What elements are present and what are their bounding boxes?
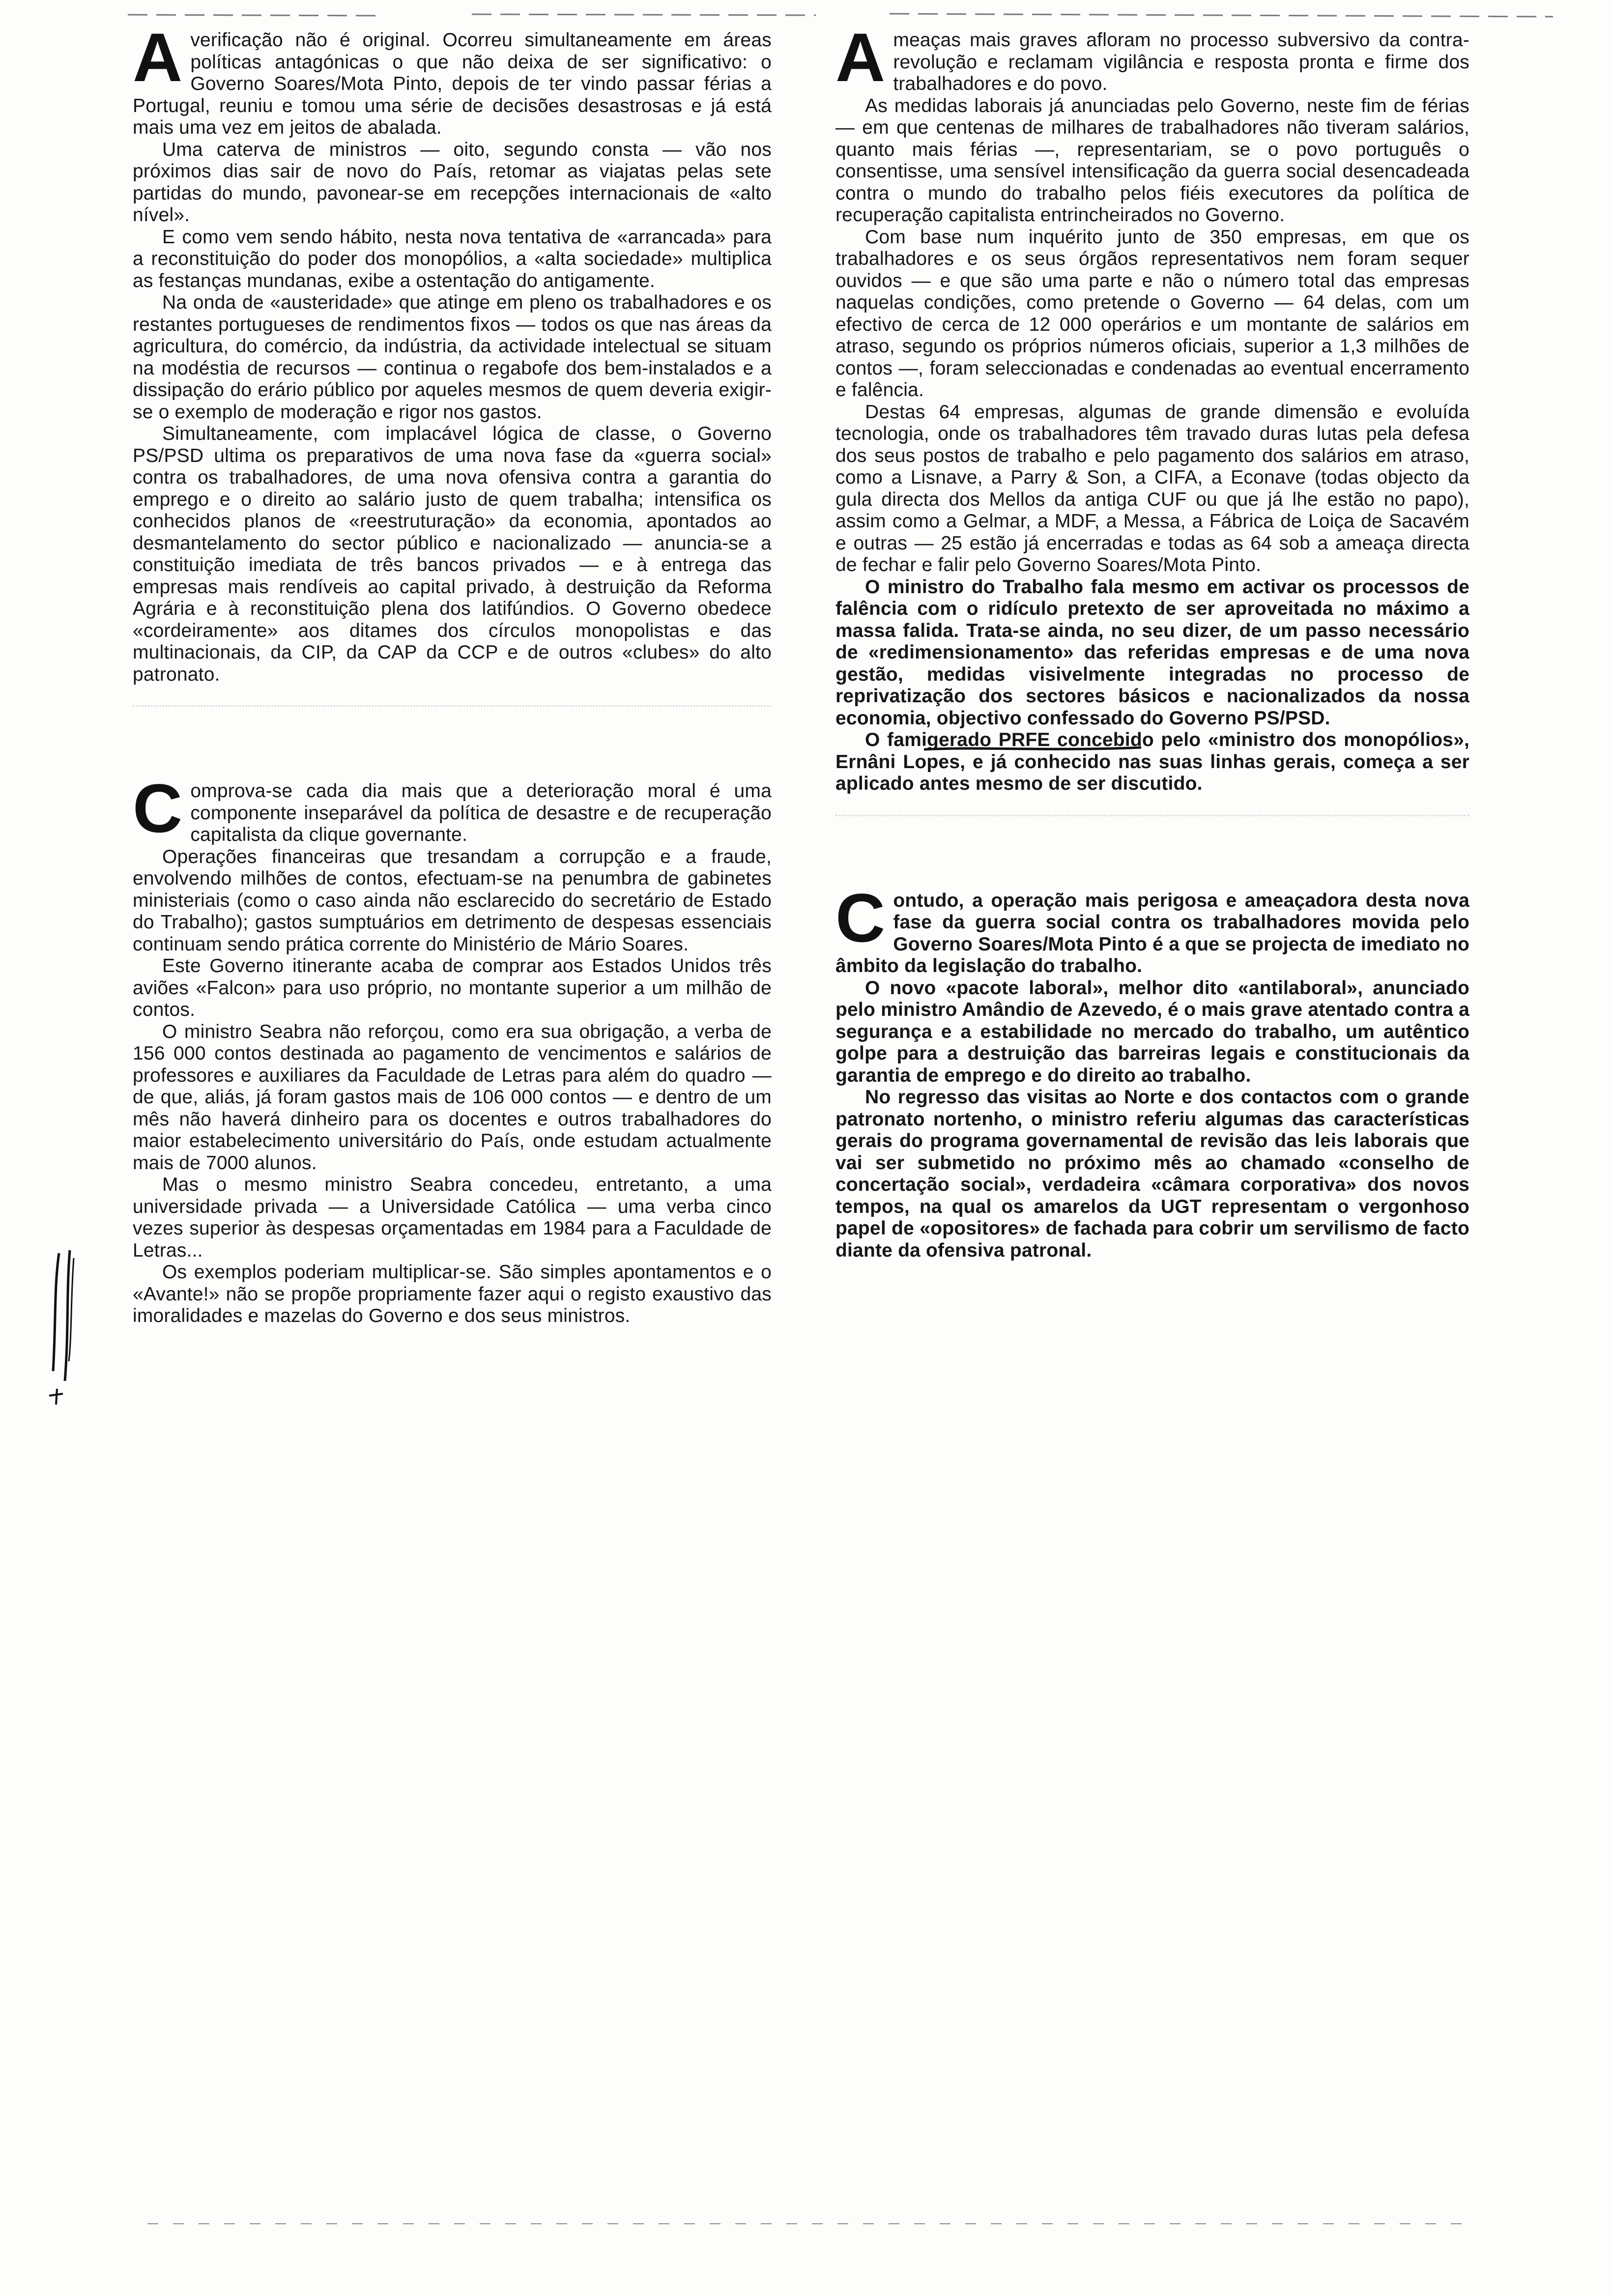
paragraph: E como vem sendo hábito, nesta nova tentativa de «arrancada» para a reconstituição do poder dos monopólios, a «alta sociedade» multiplica as festanças mundanas, exibe a ostentação do antigamente. — [133, 226, 772, 291]
paragraph-text: verificação não é original. Ocorreu simultaneamente em áreas políticas antagónicas o que não deixa de ser significativo: o Governo Soares/Mota Pinto, depois de ter vindo passar férias a Portugal, reuniu e tomou uma série de decisões desastrosas e já está mais uma vez em jeitos de abalada. — [133, 29, 772, 138]
paragraph: No regresso das visitas ao Norte e dos contactos com o grande patronato nortenho, o ministro referiu algumas das características gerais do programa governamental de revisão das leis laborais que vai ser submetido no próximo mês ao chamado «conselho de concertação social», verdadeira «câmara corporativa» dos novos tempos, na qual os amarelos da UGT representam o vergonhoso papel de «opositores» de fachada para cobrir um servilismo de facto diante da ofensiva patronal. — [835, 1087, 1469, 1261]
paragraph-text: meaças mais graves afloram no processo subversivo da contra-revolução e reclamam vigilância e resposta pronta e firme dos trabalhadores e do povo. — [893, 29, 1469, 94]
paragraph: O novo «pacote laboral», melhor dito «antilaboral», anunciado pelo ministro Amândio de Azevedo, é o mais grave atentado contra a segurança e a estabilidade no mercado do trabalho, um autêntico golpe para a destruição das barreiras legais e constitucionais da garantia de emprego e do direito ao trabalho. — [835, 977, 1469, 1086]
paragraph-text: omprova-se cada dia mais que a deterioração moral é uma componente inseparável da política de desastre e de recuperação capitalista da clique governante. — [190, 780, 772, 845]
paragraph: As medidas laborais já anunciadas pelo Governo, neste fim de férias — em que centenas de milhares de trabalhadores não tiveram salários, quanto mais férias —, representariam, se o povo português o consentisse, uma sensível intensificação da guerra social desencadeada contra o mundo do trabalho pelos fiéis executores da política de recuperação capitalista entrincheirados no Governo. — [835, 95, 1469, 226]
paragraph: Na onda de «austeridade» que atinge em pleno os trabalhadores e os restantes portugueses de rendimentos fixos — todos os que nas áreas da agricultura, do comércio, da indústria, da actividade intelectual se situam na modéstia de recursos — continua o regabofe dos bem-instalados e a dissipação do erário público por aqueles mesmos de quem deveria exigir-se o exemplo de moderação e rigor nos gastos. — [133, 292, 772, 423]
paragraph: Mas o mesmo ministro Seabra concedeu, entretanto, a uma universidade privada — a Universidade Católica — uma verba cinco vezes superior às despesas orçamentadas em 1984 para a Faculdade de Letras... — [133, 1174, 772, 1261]
drop-cap: A — [133, 19, 183, 96]
paragraph — [133, 770, 772, 847]
paragraph — [835, 879, 1469, 977]
top-edge-rule — [128, 10, 1553, 20]
paragraph: O famigerado PRFE concebido pelo «ministro dos monopólios», Ernâni Lopes, e já conhecido nas suas linhas gerais, começa a ser aplicado antes mesmo de ser discutido. — [835, 729, 1469, 794]
paragraph: Com base num inquérito junto de 350 empresas, em que os trabalhadores e os seus órgãos representativos nem foram sequer ouvidos — e que são uma parte e não o número total das empresas naquelas condições, como pretende o Governo — 64 delas, com um efectivo de cerca de 12 000 operários e um montante de salários em atraso, segundo os próprios números oficiais, superior a 1,3 milhões de contos —, foram seleccionadas e condenadas ao eventual encerramento e falência. — [835, 226, 1469, 401]
paragraph: Uma caterva de ministros — oito, segundo consta — vão nos próximos dias sair de novo do País, retomar as viajatas pelas sete partidas do mundo, pavonear-se em recepções internacionais de «alto nível». — [133, 139, 772, 226]
paragraph: Este Governo itinerante acaba de comprar aos Estados Unidos três aviões «Falcon» para uso próprio, no montante superior a um milhão de contos. — [133, 955, 772, 1020]
drop-cap: A — [835, 19, 886, 96]
paragraph-text: ontudo, a operação mais perigosa e ameaçadora desta nova fase da guerra social contra os trabalhadores movida pelo Governo Soares/Mota Pinto é a que se projecta de imediato no âmbito da legislação do trabalho. — [835, 890, 1469, 976]
right-column — [835, 19, 1469, 1262]
section-separator — [835, 815, 1469, 861]
paragraph: O ministro Seabra não reforçou, como era sua obrigação, a verba de 156 000 contos destinada ao pagamento de vencimentos e salários de professores e auxiliares da Faculdade de Letras para além do quadro — de que, aliás, já foram gastos mais de 106 000 contos — e dentro de um mês não haverá dinheiro para os docentes e outros trabalhadores do maior estabelecimento universitário do País, onde estudam actualmente mais de 7000 alunos. — [133, 1021, 772, 1174]
right-section-2 — [835, 879, 1469, 1262]
drop-cap: C — [133, 770, 183, 847]
left-section-2 — [133, 770, 772, 1327]
bottom-edge-rule — [147, 2221, 1474, 2226]
paragraph: O ministro do Trabalho fala mesmo em activar os processos de falência com o ridículo pretexto de ser aproveitada no máximo a massa falida. Trata-se ainda, no seu dizer, de um passo necessário de «redimensionamento» das referidas empresas e de uma nova gestão, medidas visivelmente integradas no processo de reprivatização dos sectores básicos e nacionalizados da nossa economia, objectivo confessado do Governo PS/PSD. — [835, 576, 1469, 729]
paragraph: Destas 64 empresas, algumas de grande dimensão e evoluída tecnologia, onde os trabalhadores têm travado duras lutas pela defesa dos seus postos de trabalho e pelo pagamento dos salários em atraso, como a Lisnave, a Parry & Son, a CIFA, a Econave (todas objecto da gula directa dos Mellos da antiga CUF ou que já lhe estão no papo), assim como a Gelmar, a MDF, a Messa, a Fábrica de Loiça de Sacavém e outras — 25 estão já encerradas e todas as 64 sob a ameaça directa de fechar e falir pelo Governo Soares/Mota Pinto. — [835, 401, 1469, 575]
paragraph: Os exemplos poderiam multiplicar-se. São simples apontamentos e o «Avante!» não se propõe propriamente fazer aqui o registo exaustivo das imoralidades e mazelas do Governo e dos seus ministros. — [133, 1262, 772, 1326]
handwritten-underline — [922, 744, 1143, 753]
left-column — [133, 19, 772, 1327]
paragraph — [835, 19, 1469, 96]
handwritten-margin-marks — [39, 1248, 108, 1406]
section-separator — [133, 705, 772, 751]
paragraph: Simultaneamente, com implacável lógica de classe, o Governo PS/PSD ultima os preparativos de uma nova fase da «guerra social» contra os trabalhadores, de uma nova ofensiva contra a garantia do emprego e o direito ao salário justo de quem trabalha; intensifica os conhecidos planos de «reestruturação» da economia, apontados ao desmantelamento do sector público e nacionalizado — anuncia-se a constituição imediata de três bancos privados — e à entrega das empresas mais rendíveis ao capital privado, à destruição da Reforma Agrária e à reconstituição plena dos latifúndios. O Governo obedece «cordeiramente» aos ditames dos círculos monopolistas e das multinacionais, da CIP, da CAP da CCP e de outros «clubes» do alto patronato. — [133, 423, 772, 685]
paragraph: Operações financeiras que tresandam a corrupção e a fraude, envolvendo milhões de contos, efectuam-se na penumbra de gabinetes ministeriais (como o caso ainda não esclarecido do secretário de Estado do Trabalho); gastos sumptuários em detrimento de despesas essenciais continuam sendo prática corrente do Ministério de Mário Soares. — [133, 846, 772, 955]
paragraph — [133, 19, 772, 139]
drop-cap: C — [835, 879, 886, 956]
left-section-1 — [133, 19, 772, 686]
right-section-1 — [835, 19, 1469, 795]
